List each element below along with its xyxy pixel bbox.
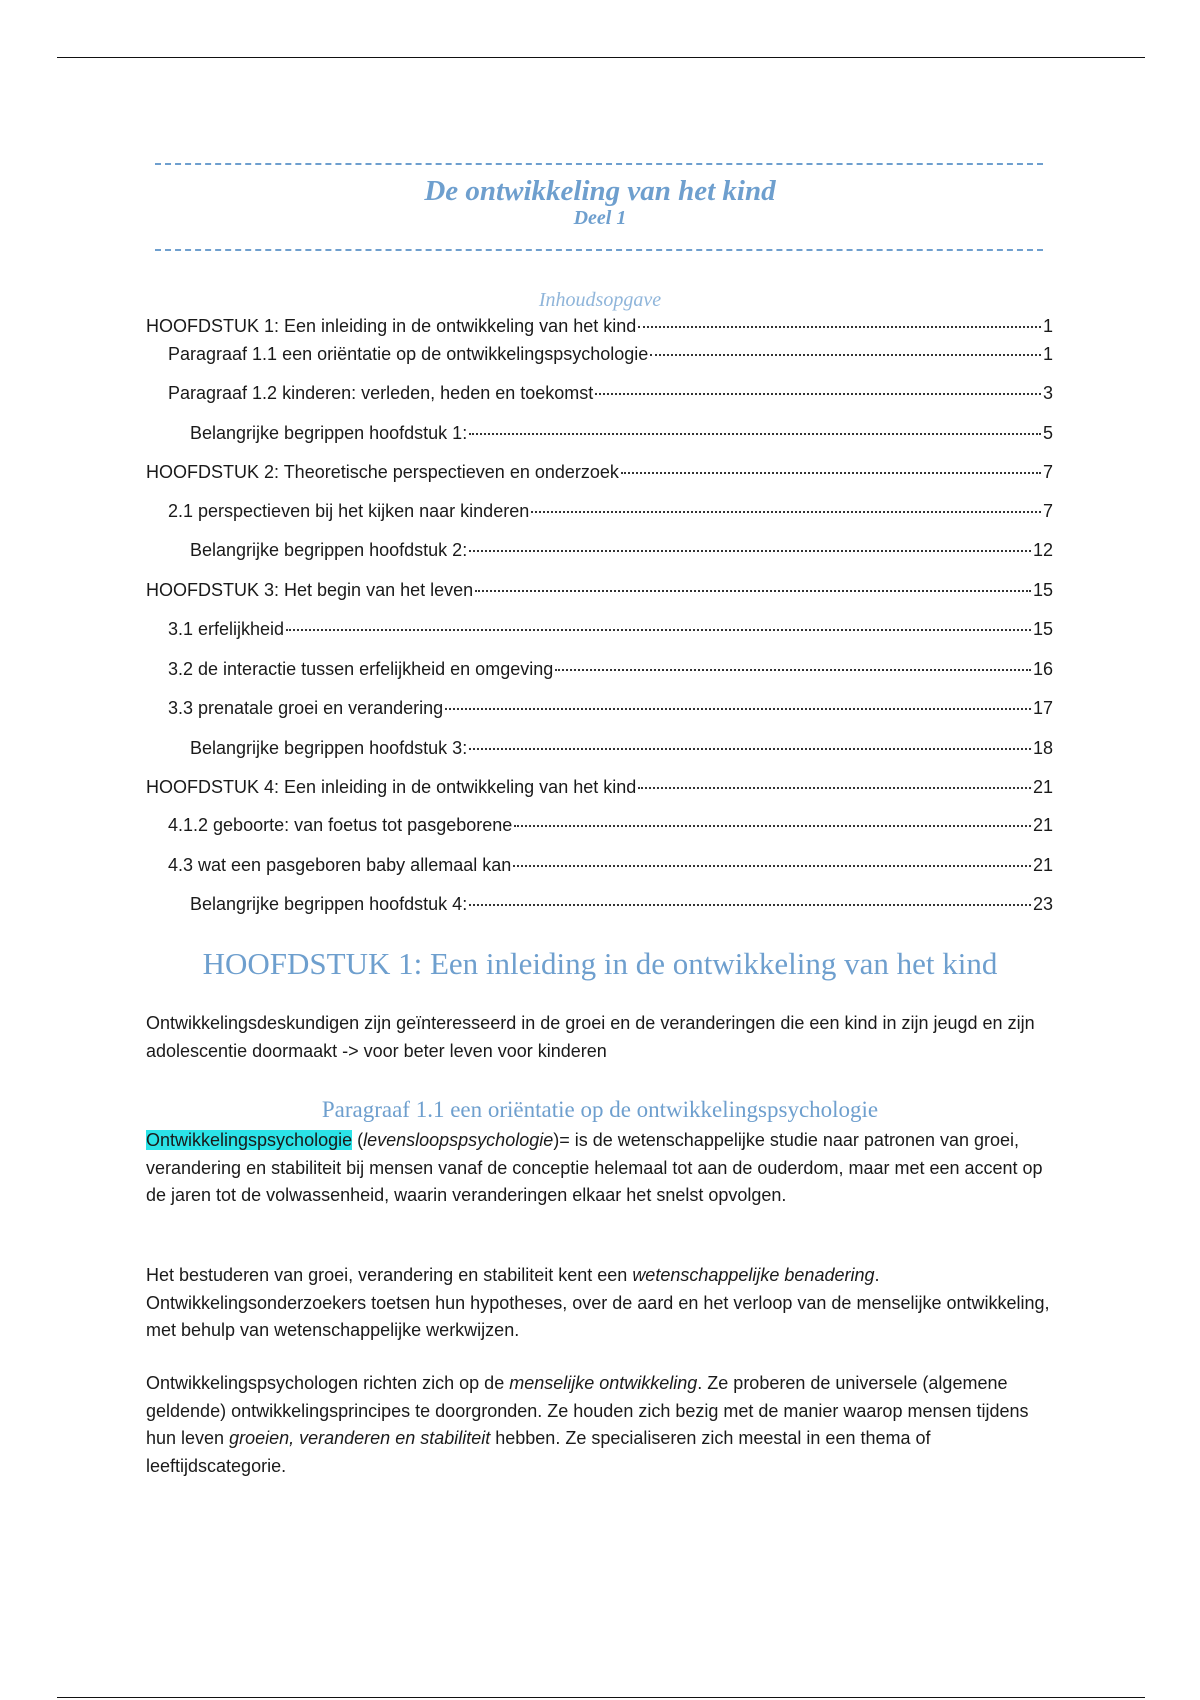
toc-entry-label: Belangrijke begrippen hoofdstuk 1: — [190, 423, 468, 443]
toc-entry-label: 4.3 wat een pasgeboren baby allemaal kan — [168, 855, 512, 875]
toc-entry[interactable] — [190, 891, 1053, 917]
toc-entry[interactable] — [168, 341, 1053, 367]
title-dashed-line-bottom — [155, 249, 1043, 251]
toc-leader — [555, 669, 1031, 671]
toc-entry-label: HOOFDSTUK 3: Het begin van het leven — [146, 580, 474, 600]
body-paragraph — [146, 1370, 1056, 1480]
paragraph-text: . Ze proberen de universele (algemene geldende) ontwikkelingsprincipes te doorgronden. Ze houden zich bezig met de manier waarop mensen tijdens hun leven — [146, 1373, 1029, 1448]
toc-leader — [445, 708, 1031, 710]
toc-entry[interactable] — [168, 498, 1053, 524]
toc-entry[interactable] — [168, 812, 1053, 838]
toc-leader — [475, 590, 1031, 592]
toc-entry[interactable] — [168, 656, 1053, 682]
toc-page-number: 7 — [1042, 501, 1053, 521]
toc-entry[interactable] — [168, 695, 1053, 721]
paren-open-text: ( — [352, 1130, 364, 1150]
toc-page-number: 3 — [1042, 383, 1053, 403]
toc-leader — [469, 904, 1031, 906]
paragraph-text: . Ontwikkelingsonderzoekers toetsen hun hypotheses, over de aard en het verloop van de menselijke ontwikkeling, met behulp van wetenschappelijke werkwijzen. — [146, 1265, 1050, 1340]
toc-entry-label: 2.1 perspectieven bij het kijken naar kinderen — [168, 501, 530, 521]
toc-leader — [469, 433, 1041, 435]
toc-leader — [621, 472, 1041, 474]
toc-leader — [469, 550, 1031, 552]
title-dashed-line-top — [155, 163, 1043, 165]
toc-leader — [638, 326, 1041, 328]
toc-page-number: 21 — [1032, 777, 1053, 797]
toc-entry[interactable] — [146, 774, 1053, 800]
toc-entry[interactable] — [190, 537, 1053, 563]
definition-text: )= is de wetenschappelijke studie naar patronen van groei, verandering en stabiliteit bij mensen vanaf de conceptie helemaal tot aan de ouderdom, maar met een accent op de jaren tot de volwassenheid, waarin veranderingen elkaar het snelst opvolgen. — [146, 1130, 1043, 1205]
body-paragraph — [146, 1262, 1056, 1345]
toc-entry[interactable] — [146, 459, 1053, 485]
toc-entry-label: Belangrijke begrippen hoofdstuk 4: — [190, 894, 468, 914]
toc-leader — [595, 393, 1041, 395]
toc-entry[interactable] — [190, 735, 1053, 761]
toc-entry[interactable] — [168, 380, 1053, 406]
toc-entry-label: Paragraaf 1.2 kinderen: verleden, heden en toekomst — [168, 383, 594, 403]
toc-entry-label: Belangrijke begrippen hoofdstuk 3: — [190, 738, 468, 758]
toc-leader — [286, 629, 1031, 631]
toc-leader — [514, 825, 1031, 827]
toc-page-number: 21 — [1032, 815, 1053, 835]
toc-page-number: 16 — [1032, 659, 1053, 679]
section-heading: Paragraaf 1.1 een oriëntatie op de ontwikkelingspsychologie — [321, 1097, 879, 1122]
toc-entry-label: Paragraaf 1.1 een oriëntatie op de ontwikkelingspsychologie — [168, 344, 649, 364]
emphasis-text: groeien, veranderen en stabiliteit — [229, 1428, 491, 1448]
chapter-heading: HOOFDSTUK 1: Een inleiding in de ontwikkeling van het kind — [202, 946, 998, 981]
definition-paragraph — [146, 1127, 1056, 1210]
toc-entry[interactable] — [190, 420, 1053, 446]
document-subtitle: Deel 1 — [573, 207, 627, 229]
page-bottom-rule — [57, 1697, 1145, 1698]
page-top-rule — [57, 57, 1145, 58]
toc-page-number: 7 — [1042, 462, 1053, 482]
paragraph-text: Het bestuderen van groei, verandering en stabiliteit kent een — [146, 1265, 633, 1285]
toc-entry[interactable] — [168, 852, 1053, 878]
intro-paragraph: Ontwikkelingsdeskundigen zijn geïnteresseerd in de groei en de veranderingen die een kind in zijn jeugd en zijn adolescentie doormaakt -> voor beter leven voor kinderen — [146, 1013, 1035, 1061]
toc-entry-label: HOOFDSTUK 4: Een inleiding in de ontwikkeling van het kind — [146, 777, 637, 797]
highlighted-term: Ontwikkelingspsychologie — [146, 1130, 353, 1150]
alt-term: levensloopspsychologie — [363, 1130, 554, 1150]
emphasis-text: menselijke ontwikkeling — [509, 1373, 698, 1393]
toc-entry-label: HOOFDSTUK 1: Een inleiding in de ontwikkeling van het kind — [146, 316, 637, 336]
toc-page-number: 12 — [1032, 540, 1053, 560]
emphasis-text: wetenschappelijke benadering — [632, 1265, 875, 1285]
toc-leader — [531, 511, 1041, 513]
toc-entry-label: 3.1 erfelijkheid — [168, 619, 285, 639]
toc-entry-label: 3.3 prenatale groei en verandering — [168, 698, 444, 718]
toc-entry[interactable] — [146, 577, 1053, 603]
toc-entry[interactable] — [168, 616, 1053, 642]
paragraph-text: hebben. Ze specialiseren zich meestal in een thema of leeftijdscategorie. — [146, 1428, 931, 1476]
toc-entry-label: Belangrijke begrippen hoofdstuk 2: — [190, 540, 468, 560]
toc-leader — [513, 865, 1031, 867]
toc-page-number: 18 — [1032, 738, 1053, 758]
toc-page-number: 23 — [1032, 894, 1053, 914]
toc-page-number: 1 — [1042, 316, 1053, 336]
toc-page-number: 15 — [1032, 580, 1053, 600]
document-title: De ontwikkeling van het kind — [424, 175, 776, 207]
toc-leader — [638, 787, 1031, 789]
toc-page-number: 1 — [1042, 344, 1053, 364]
toc-page-number: 21 — [1032, 855, 1053, 875]
toc-entry[interactable] — [146, 313, 1053, 339]
toc-heading: Inhoudsopgave — [538, 289, 662, 311]
toc-page-number: 17 — [1032, 698, 1053, 718]
toc-entry-label: 3.2 de interactie tussen erfelijkheid en omgeving — [168, 659, 554, 679]
toc-page-number: 5 — [1042, 423, 1053, 443]
toc-leader — [469, 748, 1031, 750]
toc-page-number: 15 — [1032, 619, 1053, 639]
toc-entry-label: HOOFDSTUK 2: Theoretische perspectieven en onderzoek — [146, 462, 619, 482]
toc-entry-label: 4.1.2 geboorte: van foetus tot pasgeborene — [168, 815, 513, 835]
paragraph-text: Ontwikkelingspsychologen richten zich op de — [146, 1373, 510, 1393]
toc-leader — [650, 354, 1041, 356]
